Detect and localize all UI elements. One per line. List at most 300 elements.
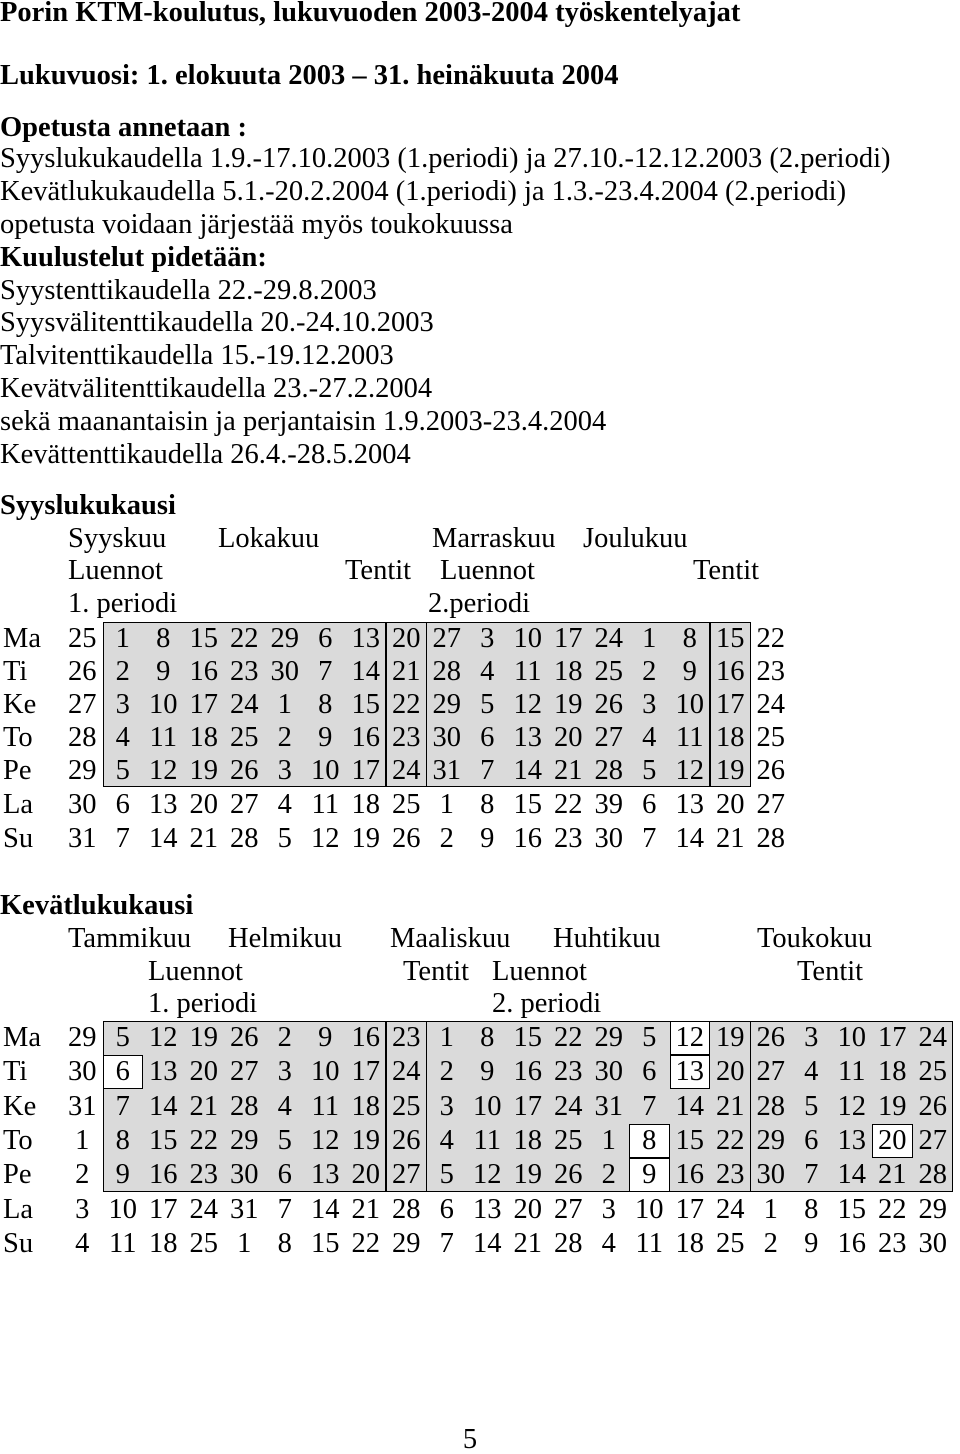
month-label: Tammikuu xyxy=(68,922,192,954)
date-cell: 30 xyxy=(756,1159,785,1190)
date-cell: 18 xyxy=(351,1091,380,1122)
date-cell: 27 xyxy=(554,1194,583,1225)
month-label: Joulukuu xyxy=(583,522,688,554)
date-cell: 21 xyxy=(392,656,421,687)
date-cell: 7 xyxy=(642,1091,657,1122)
date-cell: 1 xyxy=(75,1125,90,1156)
date-cell: 20 xyxy=(351,1159,380,1190)
date-cell: 25 xyxy=(230,722,259,753)
date-cell: 18 xyxy=(513,1125,542,1156)
date-cell: 19 xyxy=(716,755,745,786)
date-cell: 26 xyxy=(230,755,259,786)
teaching-heading: Opetusta annetaan : xyxy=(0,111,248,143)
date-cell: 14 xyxy=(351,656,380,687)
date-cell: 23 xyxy=(756,656,785,687)
date-cell: 16 xyxy=(189,656,218,687)
date-cell: 7 xyxy=(277,1194,292,1225)
date-cell: 20 xyxy=(392,623,421,654)
date-cell: 8 xyxy=(682,623,697,654)
date-cell: 6 xyxy=(480,722,495,753)
date-cell: 21 xyxy=(513,1228,542,1259)
date-cell: 14 xyxy=(149,823,178,854)
date-cell: 2 xyxy=(75,1159,90,1190)
date-cell: 16 xyxy=(149,1159,178,1190)
date-cell: 30 xyxy=(270,656,299,687)
month-label: Toukokuu xyxy=(757,922,873,954)
date-cell: 24 xyxy=(716,1194,745,1225)
date-cell: 27 xyxy=(68,689,97,720)
date-cell: 27 xyxy=(230,1056,259,1087)
date-cell: 20 xyxy=(716,789,745,820)
date-cell: 9 xyxy=(804,1228,819,1259)
date-cell: 5 xyxy=(804,1091,819,1122)
date-cell: 22 xyxy=(392,689,421,720)
date-cell: 2 xyxy=(439,1056,454,1087)
date-cell: 15 xyxy=(311,1228,340,1259)
date-cell: 27 xyxy=(594,722,623,753)
date-cell: 17 xyxy=(351,755,380,786)
month-label: Huhtikuu xyxy=(553,922,661,954)
date-cell: 31 xyxy=(68,823,97,854)
weekday-label: Ma xyxy=(3,1022,41,1053)
date-cell: 10 xyxy=(311,1056,340,1087)
date-cell: 27 xyxy=(756,1056,785,1087)
date-cell: 7 xyxy=(480,755,495,786)
date-cell: 13 xyxy=(837,1125,866,1156)
date-cell: 28 xyxy=(594,755,623,786)
date-cell: 17 xyxy=(513,1091,542,1122)
date-cell: 31 xyxy=(68,1091,97,1122)
academic-year: Lukuvuosi: 1. elokuuta 2003 – 31. heinäkuuta 2004 xyxy=(0,59,619,91)
date-cell: 2 xyxy=(642,656,657,687)
date-cell: 5 xyxy=(642,1022,657,1053)
date-cell: 3 xyxy=(277,1056,292,1087)
date-cell: 9 xyxy=(156,656,171,687)
date-cell: 5 xyxy=(277,1125,292,1156)
date-cell: 6 xyxy=(115,789,130,820)
month-label: Syyskuu xyxy=(68,522,167,554)
date-cell: 26 xyxy=(594,689,623,720)
date-cell: 16 xyxy=(513,823,542,854)
exam-line: Syysvälitenttikaudella 20.-24.10.2003 xyxy=(0,306,434,338)
date-cell: 29 xyxy=(918,1194,947,1225)
date-cell: 1 xyxy=(237,1228,252,1259)
date-cell: 15 xyxy=(513,1022,542,1053)
date-cell: 17 xyxy=(675,1194,704,1225)
exam-line: Kevätvälitenttikaudella 23.-27.2.2004 xyxy=(0,372,433,404)
page-number: 5 xyxy=(462,1424,478,1454)
date-cell: 8 xyxy=(318,689,333,720)
weekday-label: Su xyxy=(3,823,34,854)
date-cell: 28 xyxy=(230,1091,259,1122)
date-cell: 14 xyxy=(473,1228,502,1259)
date-cell: 31 xyxy=(432,755,461,786)
period-label: 1. periodi xyxy=(148,987,258,1019)
date-cell: 10 xyxy=(837,1022,866,1053)
date-cell: 8 xyxy=(480,1022,495,1053)
date-cell: 31 xyxy=(230,1194,259,1225)
date-cell: 6 xyxy=(439,1194,454,1225)
date-cell: 9 xyxy=(318,722,333,753)
date-cell: 29 xyxy=(594,1022,623,1053)
date-cell: 29 xyxy=(432,689,461,720)
date-cell: 8 xyxy=(642,1125,657,1156)
date-cell: 39 xyxy=(594,789,623,820)
date-cell: 3 xyxy=(642,689,657,720)
date-cell: 9 xyxy=(115,1159,130,1190)
date-cell: 18 xyxy=(716,722,745,753)
date-cell: 28 xyxy=(918,1159,947,1190)
weekday-label: La xyxy=(3,789,34,820)
date-cell: 25 xyxy=(756,722,785,753)
date-cell: 16 xyxy=(837,1228,866,1259)
date-cell: 15 xyxy=(675,1125,704,1156)
date-cell: 4 xyxy=(277,1091,292,1122)
date-cell: 5 xyxy=(480,689,495,720)
date-cell: 2 xyxy=(115,656,130,687)
date-cell: 27 xyxy=(756,789,785,820)
date-cell: 21 xyxy=(554,755,583,786)
date-cell: 9 xyxy=(480,823,495,854)
date-cell: 19 xyxy=(351,823,380,854)
date-cell: 10 xyxy=(108,1194,137,1225)
period-label: 1. periodi xyxy=(68,587,178,619)
date-cell: 20 xyxy=(554,722,583,753)
date-cell: 10 xyxy=(473,1091,502,1122)
date-cell: 20 xyxy=(189,1056,218,1087)
date-cell: 14 xyxy=(675,1091,704,1122)
date-cell: 1 xyxy=(439,1022,454,1053)
date-cell: 16 xyxy=(716,656,745,687)
date-cell: 24 xyxy=(230,689,259,720)
date-cell: 24 xyxy=(189,1194,218,1225)
date-cell: 22 xyxy=(189,1125,218,1156)
date-cell: 17 xyxy=(716,689,745,720)
date-cell: 8 xyxy=(480,789,495,820)
date-cell: 4 xyxy=(601,1228,616,1259)
date-cell: 30 xyxy=(68,1056,97,1087)
date-cell: 27 xyxy=(432,623,461,654)
date-cell: 3 xyxy=(115,689,130,720)
date-cell: 18 xyxy=(189,722,218,753)
date-cell: 1 xyxy=(277,689,292,720)
period-type-label: Tentit xyxy=(403,955,470,987)
date-cell: 24 xyxy=(756,689,785,720)
date-cell: 11 xyxy=(838,1056,866,1087)
date-cell: 2 xyxy=(277,1022,292,1053)
date-cell: 30 xyxy=(594,823,623,854)
date-cell: 3 xyxy=(75,1194,90,1225)
date-cell: 14 xyxy=(311,1194,340,1225)
date-cell: 14 xyxy=(837,1159,866,1190)
weekday-label: To xyxy=(3,722,33,753)
date-cell: 11 xyxy=(676,722,704,753)
date-cell: 19 xyxy=(554,689,583,720)
date-cell: 4 xyxy=(75,1228,90,1259)
date-cell: 5 xyxy=(115,1022,130,1053)
date-cell: 3 xyxy=(277,755,292,786)
date-cell: 24 xyxy=(594,623,623,654)
date-cell: 28 xyxy=(756,823,785,854)
period-type-label: Tentit xyxy=(345,554,412,586)
date-cell: 25 xyxy=(918,1056,947,1087)
date-cell: 28 xyxy=(432,656,461,687)
exam-line: sekä maanantaisin ja perjantaisin 1.9.2003-23.4.2004 xyxy=(0,405,607,437)
date-cell: 26 xyxy=(230,1022,259,1053)
date-cell: 17 xyxy=(149,1194,178,1225)
date-cell: 15 xyxy=(837,1194,866,1225)
date-cell: 19 xyxy=(513,1159,542,1190)
spring-heading: Kevätlukukausi xyxy=(0,889,194,921)
date-cell: 22 xyxy=(716,1125,745,1156)
date-cell: 29 xyxy=(392,1228,421,1259)
teaching-line: Syyslukukaudella 1.9.-17.10.2003 (1.periodi) ja 27.10.-12.12.2003 (2.periodi) xyxy=(0,142,891,174)
date-cell: 24 xyxy=(554,1091,583,1122)
date-cell: 18 xyxy=(878,1056,907,1087)
date-cell: 23 xyxy=(878,1228,907,1259)
date-cell: 4 xyxy=(115,722,130,753)
date-cell: 12 xyxy=(473,1159,502,1190)
date-cell: 26 xyxy=(392,823,421,854)
date-cell: 5 xyxy=(277,823,292,854)
date-cell: 24 xyxy=(392,755,421,786)
date-cell: 25 xyxy=(392,1091,421,1122)
teaching-line: opetusta voidaan järjestää myös toukokuussa xyxy=(0,208,513,240)
date-cell: 12 xyxy=(311,1125,340,1156)
date-cell: 23 xyxy=(189,1159,218,1190)
date-cell: 21 xyxy=(716,823,745,854)
date-cell: 12 xyxy=(311,823,340,854)
date-cell: 1 xyxy=(115,623,130,654)
date-cell: 26 xyxy=(756,1022,785,1053)
date-cell: 13 xyxy=(311,1159,340,1190)
date-cell: 16 xyxy=(351,1022,380,1053)
date-cell: 30 xyxy=(230,1159,259,1190)
date-cell: 15 xyxy=(189,623,218,654)
date-cell: 1 xyxy=(601,1125,616,1156)
date-cell: 18 xyxy=(351,789,380,820)
date-cell: 28 xyxy=(392,1194,421,1225)
date-cell: 2 xyxy=(763,1228,778,1259)
date-cell: 25 xyxy=(68,623,97,654)
date-cell: 19 xyxy=(189,755,218,786)
date-cell: 17 xyxy=(878,1022,907,1053)
date-cell: 21 xyxy=(189,1091,218,1122)
date-cell: 5 xyxy=(439,1159,454,1190)
date-cell: 30 xyxy=(432,722,461,753)
date-cell: 26 xyxy=(756,755,785,786)
period-type-label: Tentit xyxy=(693,554,760,586)
date-cell: 22 xyxy=(554,789,583,820)
date-cell: 9 xyxy=(682,656,697,687)
date-cell: 28 xyxy=(554,1228,583,1259)
date-cell: 9 xyxy=(318,1022,333,1053)
date-cell: 11 xyxy=(635,1228,663,1259)
date-cell: 9 xyxy=(642,1159,657,1190)
date-cell: 9 xyxy=(480,1056,495,1087)
period-type-label: Luennot xyxy=(492,955,587,987)
date-cell: 10 xyxy=(311,755,340,786)
period-type-label: Luennot xyxy=(440,554,535,586)
date-cell: 27 xyxy=(918,1125,947,1156)
date-cell: 3 xyxy=(439,1091,454,1122)
date-cell: 12 xyxy=(675,1022,704,1053)
weekday-label: Ke xyxy=(3,689,37,720)
date-cell: 28 xyxy=(230,823,259,854)
weekday-label: Ti xyxy=(3,1056,28,1087)
date-cell: 23 xyxy=(392,1022,421,1053)
date-cell: 12 xyxy=(837,1091,866,1122)
date-cell: 27 xyxy=(230,789,259,820)
date-cell: 23 xyxy=(554,1056,583,1087)
date-cell: 15 xyxy=(351,689,380,720)
date-cell: 19 xyxy=(716,1022,745,1053)
exam-line: Talvitenttikaudella 15.-19.12.2003 xyxy=(0,339,394,371)
date-cell: 17 xyxy=(554,623,583,654)
date-cell: 19 xyxy=(351,1125,380,1156)
date-cell: 6 xyxy=(804,1125,819,1156)
date-cell: 29 xyxy=(270,623,299,654)
date-cell: 6 xyxy=(642,789,657,820)
date-cell: 16 xyxy=(513,1056,542,1087)
date-cell: 10 xyxy=(513,623,542,654)
date-cell: 23 xyxy=(716,1159,745,1190)
date-cell: 7 xyxy=(115,823,130,854)
date-cell: 24 xyxy=(918,1022,947,1053)
date-cell: 29 xyxy=(68,1022,97,1053)
date-cell: 19 xyxy=(189,1022,218,1053)
date-cell: 23 xyxy=(230,656,259,687)
date-cell: 3 xyxy=(480,623,495,654)
date-cell: 15 xyxy=(513,789,542,820)
teaching-line: Kevätlukukaudella 5.1.-20.2.2004 (1.periodi) ja 1.3.-23.4.2004 (2.periodi) xyxy=(0,175,847,207)
date-cell: 26 xyxy=(918,1091,947,1122)
exams-heading: Kuulustelut pidetään: xyxy=(0,241,267,273)
date-cell: 30 xyxy=(918,1228,947,1259)
weekday-label: Ma xyxy=(3,623,41,654)
date-cell: 2 xyxy=(439,823,454,854)
date-cell: 1 xyxy=(763,1194,778,1225)
weekday-label: Su xyxy=(3,1228,34,1259)
date-cell: 13 xyxy=(675,1056,704,1087)
date-cell: 20 xyxy=(878,1125,907,1156)
date-cell: 10 xyxy=(635,1194,664,1225)
date-cell: 4 xyxy=(277,789,292,820)
date-cell: 4 xyxy=(642,722,657,753)
date-cell: 24 xyxy=(392,1056,421,1087)
autumn-heading: Syyslukukausi xyxy=(0,489,176,521)
month-label: Lokakuu xyxy=(218,522,320,554)
date-cell: 14 xyxy=(513,755,542,786)
period-type-label: Tentit xyxy=(797,955,864,987)
date-cell: 21 xyxy=(351,1194,380,1225)
date-cell: 13 xyxy=(149,789,178,820)
date-cell: 28 xyxy=(756,1091,785,1122)
date-cell: 5 xyxy=(642,755,657,786)
date-cell: 22 xyxy=(878,1194,907,1225)
month-label: Maaliskuu xyxy=(390,922,511,954)
date-cell: 25 xyxy=(716,1228,745,1259)
weekday-label: Pe xyxy=(3,1159,32,1190)
date-cell: 11 xyxy=(473,1125,501,1156)
period-label: 2.periodi xyxy=(428,587,531,619)
date-cell: 21 xyxy=(189,823,218,854)
date-cell: 3 xyxy=(601,1194,616,1225)
date-cell: 21 xyxy=(878,1159,907,1190)
date-cell: 13 xyxy=(675,789,704,820)
date-cell: 13 xyxy=(149,1056,178,1087)
month-label: Marraskuu xyxy=(432,522,556,554)
date-cell: 25 xyxy=(189,1228,218,1259)
date-cell: 7 xyxy=(318,656,333,687)
date-cell: 2 xyxy=(601,1159,616,1190)
date-cell: 29 xyxy=(756,1125,785,1156)
date-cell: 25 xyxy=(554,1125,583,1156)
date-cell: 15 xyxy=(716,623,745,654)
date-cell: 13 xyxy=(351,623,380,654)
month-label: Helmikuu xyxy=(228,922,342,954)
date-cell: 26 xyxy=(554,1159,583,1190)
date-cell: 14 xyxy=(675,823,704,854)
date-cell: 22 xyxy=(554,1022,583,1053)
date-cell: 7 xyxy=(439,1228,454,1259)
date-cell: 20 xyxy=(716,1056,745,1087)
date-cell: 11 xyxy=(109,1228,137,1259)
date-cell: 8 xyxy=(804,1194,819,1225)
date-cell: 27 xyxy=(392,1159,421,1190)
exam-line: Kevättenttikaudella 26.4.-28.5.2004 xyxy=(0,438,411,470)
weekday-label: Ke xyxy=(3,1091,37,1122)
date-cell: 12 xyxy=(149,755,178,786)
date-cell: 23 xyxy=(392,722,421,753)
date-cell: 16 xyxy=(351,722,380,753)
page-title: Porin KTM-koulutus, lukuvuoden 2003-2004 työskentelyajat xyxy=(0,0,741,28)
date-cell: 30 xyxy=(68,789,97,820)
period-label: 2. periodi xyxy=(492,987,602,1019)
date-cell: 25 xyxy=(392,789,421,820)
date-cell: 20 xyxy=(189,789,218,820)
date-cell: 25 xyxy=(594,656,623,687)
date-cell: 11 xyxy=(311,1091,339,1122)
date-cell: 10 xyxy=(149,689,178,720)
date-cell: 31 xyxy=(594,1091,623,1122)
date-cell: 29 xyxy=(230,1125,259,1156)
date-cell: 6 xyxy=(115,1056,130,1087)
date-cell: 26 xyxy=(392,1125,421,1156)
date-cell: 8 xyxy=(156,623,171,654)
date-cell: 17 xyxy=(189,689,218,720)
date-cell: 12 xyxy=(149,1022,178,1053)
period-type-label: Luennot xyxy=(68,554,163,586)
date-cell: 22 xyxy=(756,623,785,654)
date-cell: 6 xyxy=(318,623,333,654)
date-cell: 13 xyxy=(513,722,542,753)
date-cell: 30 xyxy=(594,1056,623,1087)
date-cell: 28 xyxy=(68,722,97,753)
date-cell: 11 xyxy=(514,656,542,687)
date-cell: 7 xyxy=(115,1091,130,1122)
weekday-label: La xyxy=(3,1194,34,1225)
date-cell: 8 xyxy=(277,1228,292,1259)
date-cell: 18 xyxy=(554,656,583,687)
period-type-label: Luennot xyxy=(148,955,243,987)
date-cell: 13 xyxy=(473,1194,502,1225)
date-cell: 12 xyxy=(513,689,542,720)
date-cell: 26 xyxy=(68,656,97,687)
weekday-label: To xyxy=(3,1125,33,1156)
date-cell: 16 xyxy=(675,1159,704,1190)
weekday-label: Ti xyxy=(3,656,28,687)
